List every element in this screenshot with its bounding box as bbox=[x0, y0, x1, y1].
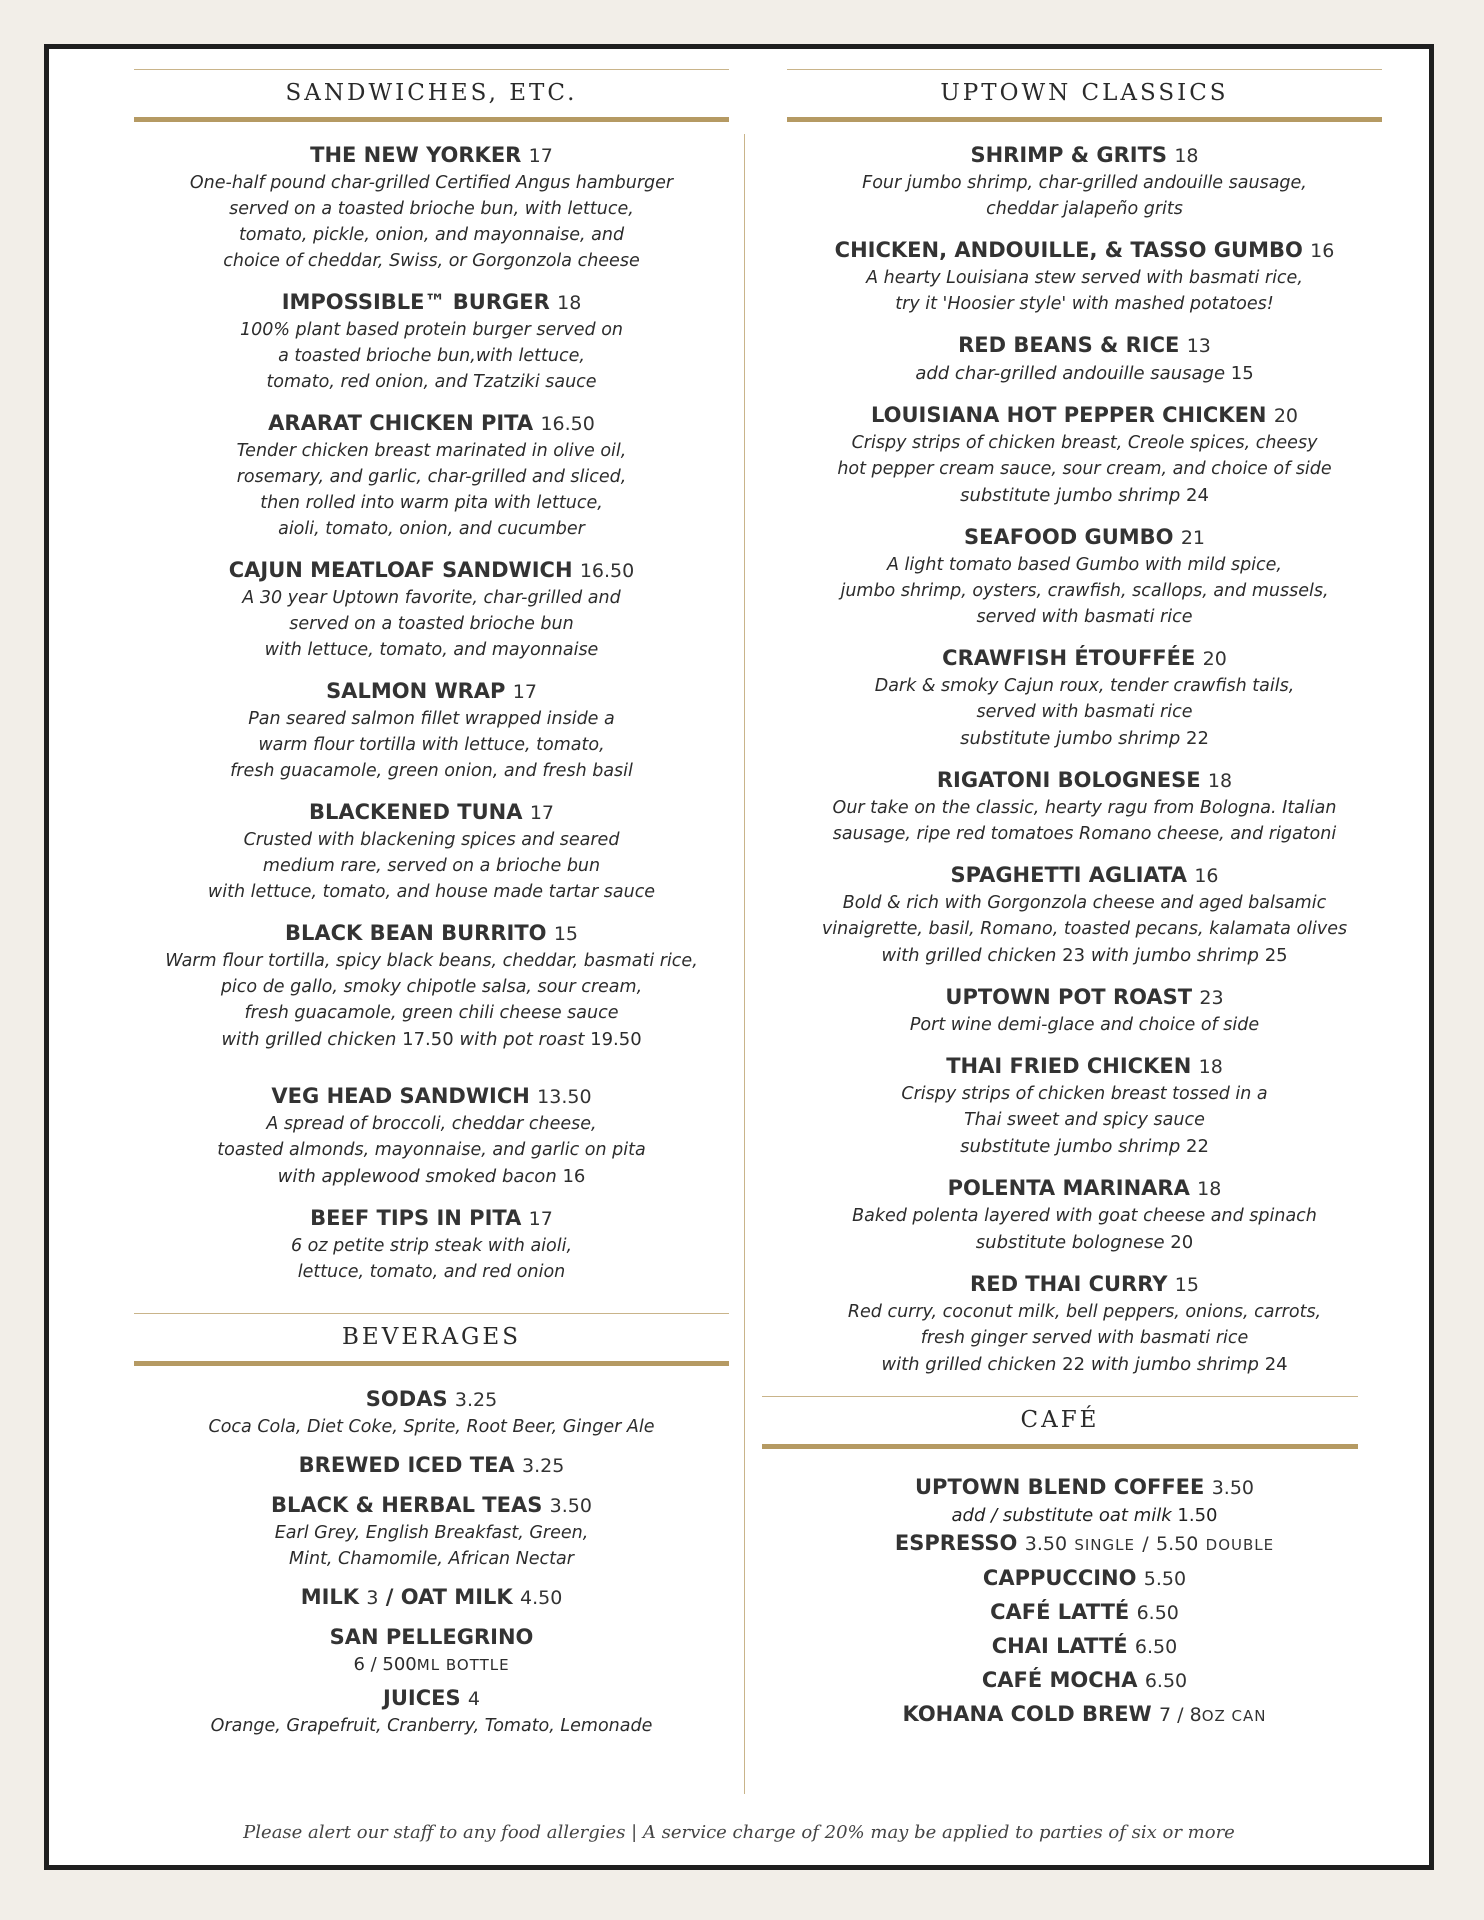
menu-item-coffee bbox=[787, 1471, 1382, 1505]
right-column bbox=[787, 69, 1382, 1733]
menu-item-thai-fried-chicken bbox=[787, 1053, 1382, 1160]
item-description-line: served on a toasted brioche bun bbox=[289, 614, 574, 634]
item-description-line: 100% plant based protein burger served on bbox=[239, 320, 624, 340]
item-name: CHAI LATTÉ bbox=[991, 1634, 1128, 1658]
menu-item-crawfish-touff-e bbox=[787, 645, 1382, 752]
option-text: with pot roast bbox=[459, 1029, 585, 1050]
menu-item-seafood-gumbo bbox=[787, 524, 1382, 630]
item-price: 17 bbox=[528, 1208, 553, 1230]
item-name: SAN PELLEGRINO bbox=[329, 1625, 534, 1649]
item-description-line: Mint, Chamomile, African Nectar bbox=[289, 1549, 574, 1569]
item-price: 6.50 bbox=[1136, 1602, 1179, 1624]
menu-item-spaghetti-agliata bbox=[787, 862, 1382, 969]
item-title bbox=[787, 1053, 1382, 1081]
menu-item-red-beans-rice bbox=[787, 332, 1382, 387]
item-description-line: served with basmati rice bbox=[976, 702, 1193, 722]
item-price: 18 bbox=[1207, 770, 1233, 792]
item-name: POLENTA MARINARA bbox=[947, 1176, 1190, 1200]
item-title bbox=[134, 678, 729, 706]
item-description-line: vinaigrette, basil, Romano, toasted pecans, kalamata olives bbox=[821, 919, 1348, 939]
item-title bbox=[134, 1083, 729, 1111]
item-name: ESPRESSO bbox=[894, 1531, 1018, 1555]
item-name: IMPOSSIBLE™ BURGER bbox=[281, 290, 550, 314]
item-price: 20 bbox=[1273, 405, 1298, 427]
item-title bbox=[134, 799, 729, 827]
item-description-line: Our take on the classic, hearty ragu from Bologna. Italian bbox=[832, 798, 1337, 818]
option-price: 22 bbox=[1186, 1136, 1209, 1157]
item-name: CAFÉ MOCHA bbox=[981, 1668, 1138, 1692]
item-description-line: try it 'Hoosier style' with mashed potatoes! bbox=[895, 294, 1274, 314]
item-name: KOHANA COLD BREW bbox=[902, 1702, 1152, 1726]
item-price: 4.50 bbox=[520, 1587, 563, 1609]
sandwiches-header bbox=[134, 69, 729, 122]
item-description-line: Dark & smoky Cajun roux, tender crawfish tails, bbox=[874, 676, 1295, 696]
item-price: 15 bbox=[553, 923, 578, 945]
item-name: BLACK & HERBAL TEAS bbox=[271, 1493, 543, 1517]
option-text: with jumbo shrimp bbox=[1090, 1354, 1259, 1375]
item-price: 18 bbox=[1174, 145, 1199, 167]
item-description-line: Warm flour tortilla, spicy black beans, cheddar, basmati rice, bbox=[165, 951, 698, 971]
item-price: 3.50 bbox=[1211, 1477, 1254, 1499]
option-price: 15 bbox=[1230, 363, 1254, 384]
item-description-line: served with basmati rice bbox=[976, 607, 1193, 627]
menu-item-mocha bbox=[787, 1664, 1382, 1698]
left-column bbox=[134, 69, 729, 1754]
item-description-line: hot pepper cream sauce, sour cream, and choice of side bbox=[837, 459, 1332, 479]
menu-frame bbox=[44, 44, 1434, 1870]
item-description-line: Pan seared salmon fillet wrapped inside a bbox=[248, 709, 615, 729]
item-description-line: with lettuce, tomato, and mayonnaise bbox=[264, 640, 599, 660]
item-title bbox=[787, 645, 1382, 673]
column-divider bbox=[744, 134, 745, 1794]
item-description-line: fresh ginger served with basmati rice bbox=[920, 1328, 1249, 1348]
item-name: UPTOWN BLEND COFFEE bbox=[915, 1475, 1205, 1499]
item-option-line bbox=[787, 1133, 1382, 1160]
item-option-line bbox=[134, 1026, 729, 1053]
cafe-list bbox=[787, 1471, 1382, 1733]
item-price: 21 bbox=[1180, 527, 1206, 549]
menu-item-cold-brew bbox=[787, 1698, 1382, 1733]
option-text: with grilled chicken bbox=[221, 1029, 397, 1050]
item-title bbox=[787, 862, 1382, 890]
item-price: 20 bbox=[1202, 648, 1227, 670]
item-name: BREWED ICED TEA bbox=[298, 1453, 515, 1477]
item-description-line: A 30 year Uptown favorite, char-grilled and bbox=[242, 588, 621, 608]
item-price: 6.50 bbox=[1144, 1670, 1188, 1692]
item-price: 16 bbox=[1310, 240, 1335, 262]
option-text: substitute bolognese bbox=[975, 1232, 1165, 1253]
item-price: 16.50 bbox=[540, 413, 595, 435]
item-name: SPAGHETTI AGLIATA bbox=[950, 863, 1187, 887]
item-price: 4 bbox=[467, 1688, 480, 1710]
beverages-title: BEVERAGES bbox=[342, 1324, 521, 1350]
option-text: with grilled chicken bbox=[881, 945, 1057, 966]
item-description-line: toasted almonds, mayonnaise, and garlic on pita bbox=[217, 1140, 646, 1160]
item-option-line bbox=[787, 725, 1382, 752]
item-name: SALMON WRAP bbox=[326, 679, 506, 703]
item-option-line bbox=[787, 482, 1382, 509]
option-price: 24 bbox=[1186, 485, 1209, 506]
item-price: 3.25 bbox=[522, 1455, 565, 1477]
item-price: 5.50 bbox=[1143, 1568, 1187, 1590]
menu-item-sodas bbox=[134, 1386, 729, 1440]
menu-item-pellegrino bbox=[134, 1624, 729, 1679]
item-price: 18 bbox=[1197, 1178, 1222, 1200]
menu-item-ararat-chicken-pita bbox=[134, 410, 729, 542]
menu-item-rigatoni-bolognese bbox=[787, 767, 1382, 847]
item-description-line: Four jumbo shrimp, char-grilled andouille sausage, bbox=[862, 173, 1307, 193]
classics-list bbox=[787, 142, 1382, 1378]
item-title bbox=[787, 984, 1382, 1012]
item-description-line: Earl Grey, English Breakfast, Green, bbox=[274, 1523, 589, 1543]
item-name: CHICKEN, ANDOUILLE, & TASSO GUMBO bbox=[834, 238, 1303, 262]
option-text: with grilled chicken bbox=[881, 1354, 1057, 1375]
menu-item-salmon-wrap bbox=[134, 678, 729, 784]
option-text: substitute jumbo shrimp bbox=[960, 485, 1181, 506]
item-price: 13 bbox=[1186, 335, 1211, 357]
option-text: add char-grilled andouille sausage bbox=[915, 363, 1226, 384]
item-description-line: A spread of broccoli, cheddar cheese, bbox=[266, 1114, 597, 1134]
item-name: CAJUN MEATLOAF SANDWICH bbox=[228, 558, 573, 582]
menu-item-iced-tea bbox=[134, 1452, 729, 1480]
item-title bbox=[787, 402, 1382, 430]
cafe-title: CAFÉ bbox=[1020, 1407, 1100, 1433]
option-price: 22 bbox=[1186, 728, 1209, 749]
item-option-line bbox=[787, 1351, 1382, 1378]
item-price: 16.50 bbox=[579, 560, 635, 582]
item-unit: SINGLE bbox=[1074, 1536, 1135, 1554]
menu-item-chicken-andouille-tasso-gumbo bbox=[787, 237, 1382, 317]
cafe-header bbox=[762, 1396, 1358, 1449]
allergy-notice: Please alert our staff to any food allergies | A service charge of 20% may be applied to parties of six or more bbox=[243, 1822, 1235, 1843]
option-price: 22 bbox=[1062, 1354, 1086, 1375]
menu-item-the-new-yorker bbox=[134, 142, 729, 274]
item-description: Coca Cola, Diet Coke, Sprite, Root Beer, Ginger Ale bbox=[208, 1417, 655, 1437]
item-name: RED BEANS & RICE bbox=[958, 333, 1180, 357]
item-description-line: cheddar jalapeño grits bbox=[986, 199, 1183, 219]
item-price: 23 bbox=[1199, 987, 1224, 1009]
item-description-line: fresh guacamole, green onion, and fresh basil bbox=[230, 761, 633, 781]
item-description-line: served on a toasted brioche bun, with lettuce, bbox=[229, 199, 634, 219]
menu-item-chai bbox=[787, 1630, 1382, 1664]
item-title bbox=[787, 1271, 1382, 1299]
item-description-line: fresh guacamole, green chili cheese sauce bbox=[244, 1003, 619, 1023]
item-name: LOUISIANA HOT PEPPER CHICKEN bbox=[871, 403, 1267, 427]
item-description-line: jumbo shrimp, oysters, crawfish, scallops, and mussels, bbox=[840, 581, 1329, 601]
item-description-line: choice of cheddar, Swiss, or Gorgonzola cheese bbox=[223, 251, 640, 271]
item-title bbox=[134, 410, 729, 438]
item-name: BLACKENED TUNA bbox=[308, 800, 523, 824]
item-price: 17 bbox=[529, 802, 555, 824]
item-option-line bbox=[134, 1163, 729, 1190]
menu-item-milk bbox=[134, 1584, 729, 1612]
item-name: SODAS bbox=[365, 1387, 448, 1411]
beverages-header bbox=[134, 1313, 729, 1366]
option-text: with applewood smoked bacon bbox=[277, 1166, 557, 1187]
menu-item-polenta-marinara bbox=[787, 1175, 1382, 1256]
classics-title: UPTOWN CLASSICS bbox=[940, 80, 1229, 106]
item-price: 17 bbox=[528, 145, 553, 167]
item-option-line bbox=[787, 360, 1382, 387]
item-title bbox=[134, 142, 729, 170]
item-title bbox=[787, 524, 1382, 552]
item-description-line: Thai sweet and spicy sauce bbox=[964, 1110, 1205, 1130]
item-name: THAI FRIED CHICKEN bbox=[946, 1054, 1192, 1078]
option-price: 23 bbox=[1062, 945, 1086, 966]
item-title bbox=[787, 142, 1382, 170]
item-description-line: 6 oz petite strip steak with aioli, bbox=[290, 1236, 573, 1256]
item-price: 6 / 500 bbox=[353, 1654, 417, 1675]
item-price: 3.50 bbox=[549, 1495, 592, 1517]
menu-item-latte bbox=[787, 1596, 1382, 1630]
menu-item-juices bbox=[134, 1685, 729, 1739]
item-name: UPTOWN POT ROAST bbox=[945, 985, 1193, 1009]
sandwiches-title: SANDWICHES, ETC. bbox=[285, 80, 578, 106]
item-description-line: Crispy strips of chicken breast, Creole spices, cheesy bbox=[851, 433, 1318, 453]
sandwich-list bbox=[134, 142, 729, 1285]
item-price: 15 bbox=[1174, 1274, 1199, 1296]
item-description-line: Baked polenta layered with goat cheese and spinach bbox=[852, 1206, 1317, 1226]
item-price: 18 bbox=[1198, 1056, 1223, 1078]
item-description-line: Bold & rich with Gorgonzola cheese and aged balsamic bbox=[842, 893, 1327, 913]
item-name: CAFÉ LATTÉ bbox=[990, 1600, 1130, 1624]
item-name: OAT MILK bbox=[400, 1585, 513, 1609]
item-unit: ML BOTTLE bbox=[416, 1656, 510, 1674]
menu-item-impossible-burger bbox=[134, 289, 729, 395]
item-name: THE NEW YORKER bbox=[310, 143, 522, 167]
item-description-line: sausage, ripe red tomatoes Romano cheese, and rigatoni bbox=[832, 824, 1337, 844]
item-name: RED THAI CURRY bbox=[970, 1272, 1168, 1296]
item-description-line: lettuce, tomato, and red onion bbox=[297, 1262, 566, 1282]
item-option-line bbox=[787, 942, 1382, 969]
item-title bbox=[134, 920, 729, 948]
item-description-line: A light tomato based Gumbo with mild spice, bbox=[887, 555, 1282, 575]
item-description-line: medium rare, served on a brioche bun bbox=[262, 856, 601, 876]
item-description-line: tomato, red onion, and Tzatziki sauce bbox=[266, 372, 597, 392]
option-text: with jumbo shrimp bbox=[1090, 945, 1259, 966]
item-description-line: Crusted with blackening spices and seared bbox=[243, 830, 620, 850]
item-description-line: Port wine demi-glace and choice of side bbox=[909, 1015, 1260, 1035]
option-price: 16 bbox=[562, 1166, 586, 1187]
menu-item-teas bbox=[134, 1492, 729, 1572]
item-price: 7 / 8 bbox=[1159, 1704, 1202, 1726]
item-title bbox=[787, 332, 1382, 360]
option-price: 19.50 bbox=[590, 1029, 642, 1050]
item-title bbox=[787, 767, 1382, 795]
item-name: VEG HEAD SANDWICH bbox=[271, 1084, 530, 1108]
item-description-line: warm flour tortilla with lettuce, tomato, bbox=[258, 735, 605, 755]
item-description-line: a toasted brioche bun,with lettuce, bbox=[278, 346, 585, 366]
item-unit: DOUBLE bbox=[1205, 1536, 1275, 1554]
option-price: 20 bbox=[1170, 1232, 1194, 1253]
item-description-line: Tender chicken breast marinated in olive oil, bbox=[236, 441, 627, 461]
note-price: 1.50 bbox=[1177, 1505, 1218, 1526]
menu-item-cajun-meatloaf-sandwich bbox=[134, 557, 729, 663]
menu-item-red-thai-curry bbox=[787, 1271, 1382, 1378]
item-description-line: tomato, pickle, onion, and mayonnaise, and bbox=[238, 225, 625, 245]
menu-item-shrimp-grits bbox=[787, 142, 1382, 222]
item-price: 6.50 bbox=[1134, 1636, 1178, 1658]
item-price: 3.50 bbox=[1024, 1533, 1068, 1555]
item-title bbox=[134, 557, 729, 585]
separator: / bbox=[385, 1585, 394, 1609]
item-description-line: with lettuce, tomato, and house made tartar sauce bbox=[207, 882, 656, 902]
item-option-line bbox=[787, 1229, 1382, 1256]
option-price: 17.50 bbox=[402, 1029, 454, 1050]
item-name: JUICES bbox=[383, 1686, 461, 1710]
item-description: Orange, Grapefruit, Cranberry, Tomato, Lemonade bbox=[210, 1716, 653, 1736]
item-description-line: Red curry, coconut milk, bell peppers, onions, carrots, bbox=[847, 1302, 1322, 1322]
menu-item-blackened-tuna bbox=[134, 799, 729, 905]
note-text: add / substitute oat milk bbox=[951, 1505, 1172, 1526]
item-unit: OZ CAN bbox=[1201, 1707, 1267, 1725]
menu-item-black-bean-burrito bbox=[134, 920, 729, 1053]
menu-item-louisiana-hot-pepper-chicken bbox=[787, 402, 1382, 509]
item-description-line: A hearty Louisiana stew served with basmati rice, bbox=[866, 268, 1303, 288]
item-name: RIGATONI BOLOGNESE bbox=[936, 768, 1201, 792]
option-price: 25 bbox=[1264, 945, 1288, 966]
item-description-line: rosemary, and garlic, char-grilled and sliced, bbox=[236, 467, 627, 487]
option-text: substitute jumbo shrimp bbox=[960, 1136, 1181, 1157]
menu-item-uptown-pot-roast bbox=[787, 984, 1382, 1038]
option-text: substitute jumbo shrimp bbox=[960, 728, 1181, 749]
item-name: SEAFOOD GUMBO bbox=[963, 525, 1174, 549]
menu-item-beef-tips-in-pita bbox=[134, 1205, 729, 1285]
item-name: ARARAT CHICKEN PITA bbox=[268, 411, 534, 435]
item-description-line: aioli, tomato, onion, and cucumber bbox=[278, 519, 585, 539]
item-name: CRAWFISH ÉTOUFFÉE bbox=[942, 646, 1196, 670]
item-name: CAPPUCCINO bbox=[982, 1566, 1137, 1590]
item-price: 3.25 bbox=[454, 1389, 498, 1411]
item-name: MILK bbox=[300, 1585, 360, 1609]
item-description-line: Crispy strips of chicken breast tossed in a bbox=[901, 1084, 1268, 1104]
item-price: 3 bbox=[366, 1587, 379, 1609]
item-name: BLACK BEAN BURRITO bbox=[284, 921, 547, 945]
item-title bbox=[787, 237, 1382, 265]
classics-header bbox=[787, 69, 1382, 122]
item-name: BEEF TIPS IN PITA bbox=[310, 1206, 522, 1230]
item-price: 5.50 bbox=[1156, 1533, 1199, 1555]
separator: / bbox=[1142, 1533, 1149, 1555]
option-price: 24 bbox=[1264, 1354, 1288, 1375]
item-price: 17 bbox=[512, 681, 537, 703]
menu-item-veg-head-sandwich bbox=[134, 1083, 729, 1190]
item-title bbox=[134, 1205, 729, 1233]
item-description-line: One-half pound char-grilled Certified Angus hamburger bbox=[189, 173, 674, 193]
menu-item-espresso bbox=[787, 1527, 1382, 1562]
menu-item-cappuccino bbox=[787, 1562, 1382, 1596]
item-price: 13.50 bbox=[537, 1086, 592, 1108]
item-price: 16 bbox=[1194, 865, 1219, 887]
item-title bbox=[787, 1175, 1382, 1203]
item-name: SHRIMP & GRITS bbox=[970, 143, 1168, 167]
item-description-line: pico de gallo, smoky chipotle salsa, sour cream, bbox=[220, 977, 643, 997]
item-price: 18 bbox=[557, 292, 582, 314]
item-title bbox=[134, 289, 729, 317]
coffee-note bbox=[787, 1505, 1382, 1527]
item-description-line: then rolled into warm pita with lettuce, bbox=[260, 493, 603, 513]
